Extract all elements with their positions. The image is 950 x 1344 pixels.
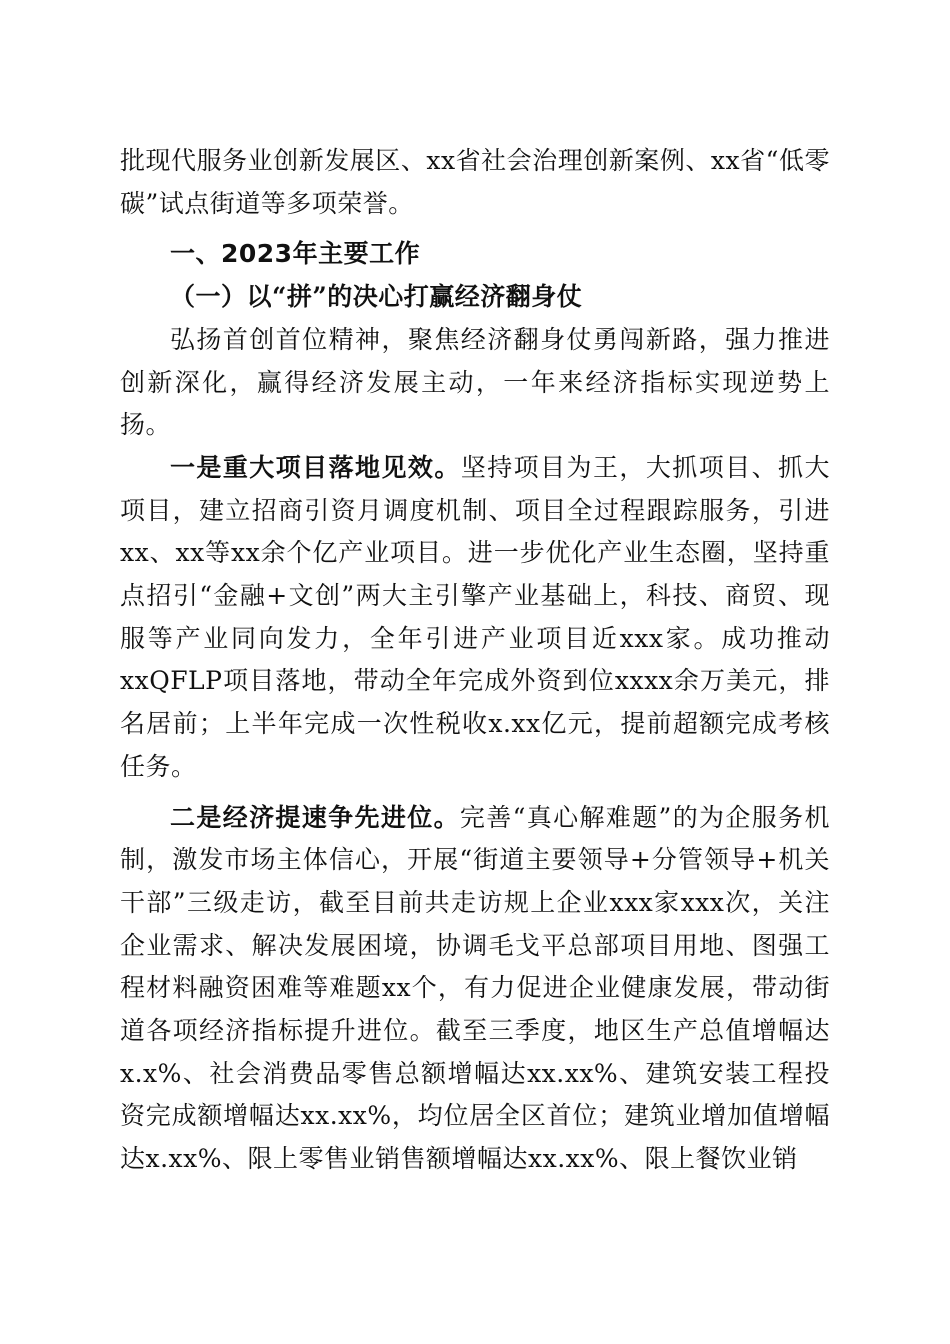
item-body: 坚持项目为王，大抓项目、抓大项目，建立招商引资月调度机制、项目全过程跟踪服务，引进xx、xx等xx余个亿产业项目。进一步优化产业生态圈，坚持重点招引“金融+文创”两大主引擎产业基础上，科技、商贸、现服等产业同向发力，全年引进产业项目近xxx家。成功推动xxQFLP项目落地，带动全年完成外资到位xxxx余万美元，排名居前；上半年完成一次性税收x.xx亿元，提前超额完成考核任务。 bbox=[120, 452, 830, 781]
item-paragraph-economic-growth bbox=[120, 797, 830, 1181]
summary-paragraph: 弘扬首创首位精神，聚焦经济翻身仗勇闯新路，强力推进创新深化，赢得经济发展主动，一年来经济指标实现逆势上扬。 bbox=[120, 324, 830, 440]
item-lead: 一是重大项目落地见效。 bbox=[170, 452, 461, 482]
intro-paragraph: 批现代服务业创新发展区、xx省社会治理创新案例、xx省“低零碳”试点街道等多项荣誉。 bbox=[120, 146, 830, 218]
document-body bbox=[120, 140, 830, 1181]
subsection-heading: （一）以“拼”的决心打赢经济翻身仗 bbox=[170, 282, 583, 312]
item-lead: 二是经济提速争先进位。 bbox=[170, 802, 460, 832]
item-paragraph-major-projects bbox=[120, 447, 830, 789]
item-body: 完善“真心解难题”的为企服务机制，激发市场主体信心，开展“街道主要领导+分管领导+机关干部”三级走访，截至目前共走访规上企业xxx家xxx次，关注企业需求、解决发展困境，协调毛戈平总部项目用地、图强工程材料融资困难等难题xx个，有力促进企业健康发展，带动街道各项经济指标提升进位。截至三季度，地区生产总值增幅达x.x%、社会消费品零售总额增幅达xx.xx%、建筑安装工程投资完成额增幅达xx.xx%，均位居全区首位；建筑业增加值增幅达x.xx%、限上零售业销售额增幅达xx.xx%、限上餐饮业销 bbox=[120, 802, 830, 1174]
section-heading: 一、2023年主要工作 bbox=[170, 239, 421, 269]
